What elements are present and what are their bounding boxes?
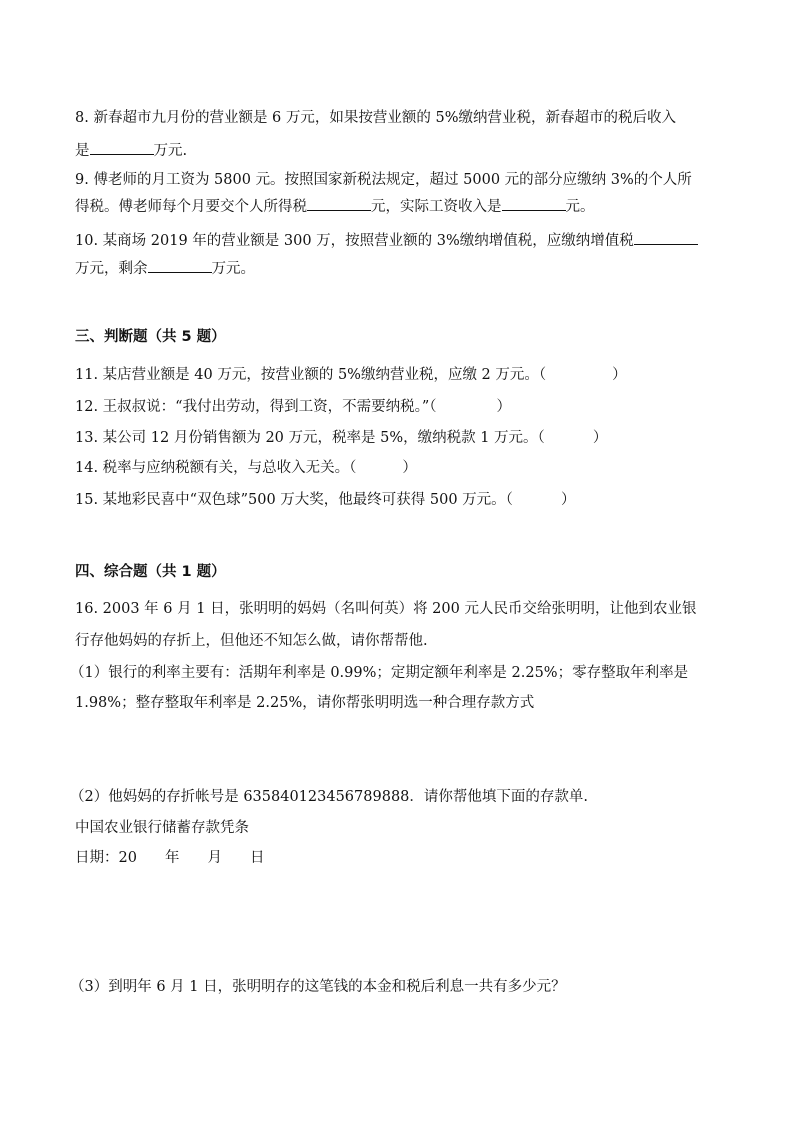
slip-date [75, 848, 264, 868]
q10-text: 万元，剩余 [75, 261, 148, 277]
judge-text: 11. 某店营业额是 40 万元，按营业额的 5%缴纳营业税，应缴 2 万元。（ [75, 367, 547, 383]
date-day: 日 [249, 850, 265, 866]
q9-line2 [75, 196, 595, 217]
q8-line1: 8. 新春超市九月份的营业额是 6 万元，如果按营业额的 5%缴纳营业税，新春超市的税后收入 [75, 110, 676, 126]
answer-blank[interactable] [307, 196, 371, 211]
q9-text: 得税。傅老师每个月要交个人所得税 [75, 199, 307, 215]
paren-close: ） [402, 460, 417, 476]
q8-line2 [75, 140, 187, 161]
q8-text: 万元. [153, 143, 188, 159]
date-label: 日期：20 [75, 850, 137, 866]
paren-close: ） [592, 430, 608, 446]
answer-blank[interactable] [502, 196, 566, 211]
q16-part3: （3）到明年 6 月 1 日，张明明存的这笔钱的本金和税后利息一共有多少元？ [70, 979, 566, 995]
q10-text: 万元。 [211, 261, 255, 277]
q16-part1-line2: 1.98%；整存整取年利率是 2.25%，请你帮张明明选一种合理存款方式 [75, 695, 535, 711]
q10-line1 [75, 230, 698, 251]
slip-title: 中国农业银行储蓄存款凭条 [75, 820, 249, 836]
q16-line1: 16. 2003 年 6 月 1 日，张明明的妈妈（名叫何英）将 200 元人民币交给张明明，让他到农业银 [75, 601, 697, 617]
section-heading-comprehensive: 四、综合题（共 1 题） [75, 564, 226, 580]
q9-text: 元，实际工资收入是 [371, 199, 502, 215]
judge-text: 15. 某地彩民喜中“双色球”500 万大奖，他最终可获得 500 万元。（ [75, 492, 513, 508]
date-month: 月 [207, 850, 222, 866]
judge-text: 12. 王叔叔说：“我付出劳动，得到工资，不需要纳税。”（ [75, 399, 437, 415]
judge-item [75, 490, 575, 510]
answer-blank[interactable] [90, 140, 154, 155]
paren-close: ） [496, 399, 511, 415]
judge-item [75, 428, 607, 448]
date-year: 年 [164, 850, 180, 866]
judge-item [75, 397, 511, 417]
q16-line2: 行存他妈妈的存折上，但他还不知怎么做，请你帮帮他. [75, 633, 428, 649]
q16-part1-line1: （1）银行的利率主要有：活期年利率是 0.99%；定期定额年利率是 2.25%；零存整取年利率是 [70, 665, 689, 681]
q9-text: 元。 [565, 199, 595, 215]
q8-text: 是 [75, 143, 90, 159]
judge-item [75, 365, 627, 385]
judge-item [75, 458, 417, 478]
answer-blank[interactable] [634, 230, 698, 245]
q16-part2: （2）他妈妈的存折帐号是 635840123456789888．请你帮他填下面的存款单. [70, 789, 588, 805]
q10-text: 10. 某商场 2019 年的营业额是 300 万，按照营业额的 3%缴纳增值税，应缴纳增值税 [75, 233, 634, 249]
paren-close: ） [612, 367, 627, 383]
answer-blank[interactable] [148, 258, 212, 273]
judge-text: 13. 某公司 12 月份销售额为 20 万元，税率是 5%，缴纳税款 1 万元。（ [75, 430, 545, 446]
q10-line2 [75, 258, 255, 279]
section-heading-judge: 三、判断题（共 5 题） [75, 329, 226, 345]
paren-close: ） [560, 492, 576, 508]
q9-line1: 9. 傅老师的月工资为 5800 元。按照国家新税法规定，超过 5000 元的部分应缴纳 3%的个人所 [75, 172, 692, 188]
judge-text: 14. 税率与应纳税额有关，与总收入无关。（ [75, 460, 357, 476]
